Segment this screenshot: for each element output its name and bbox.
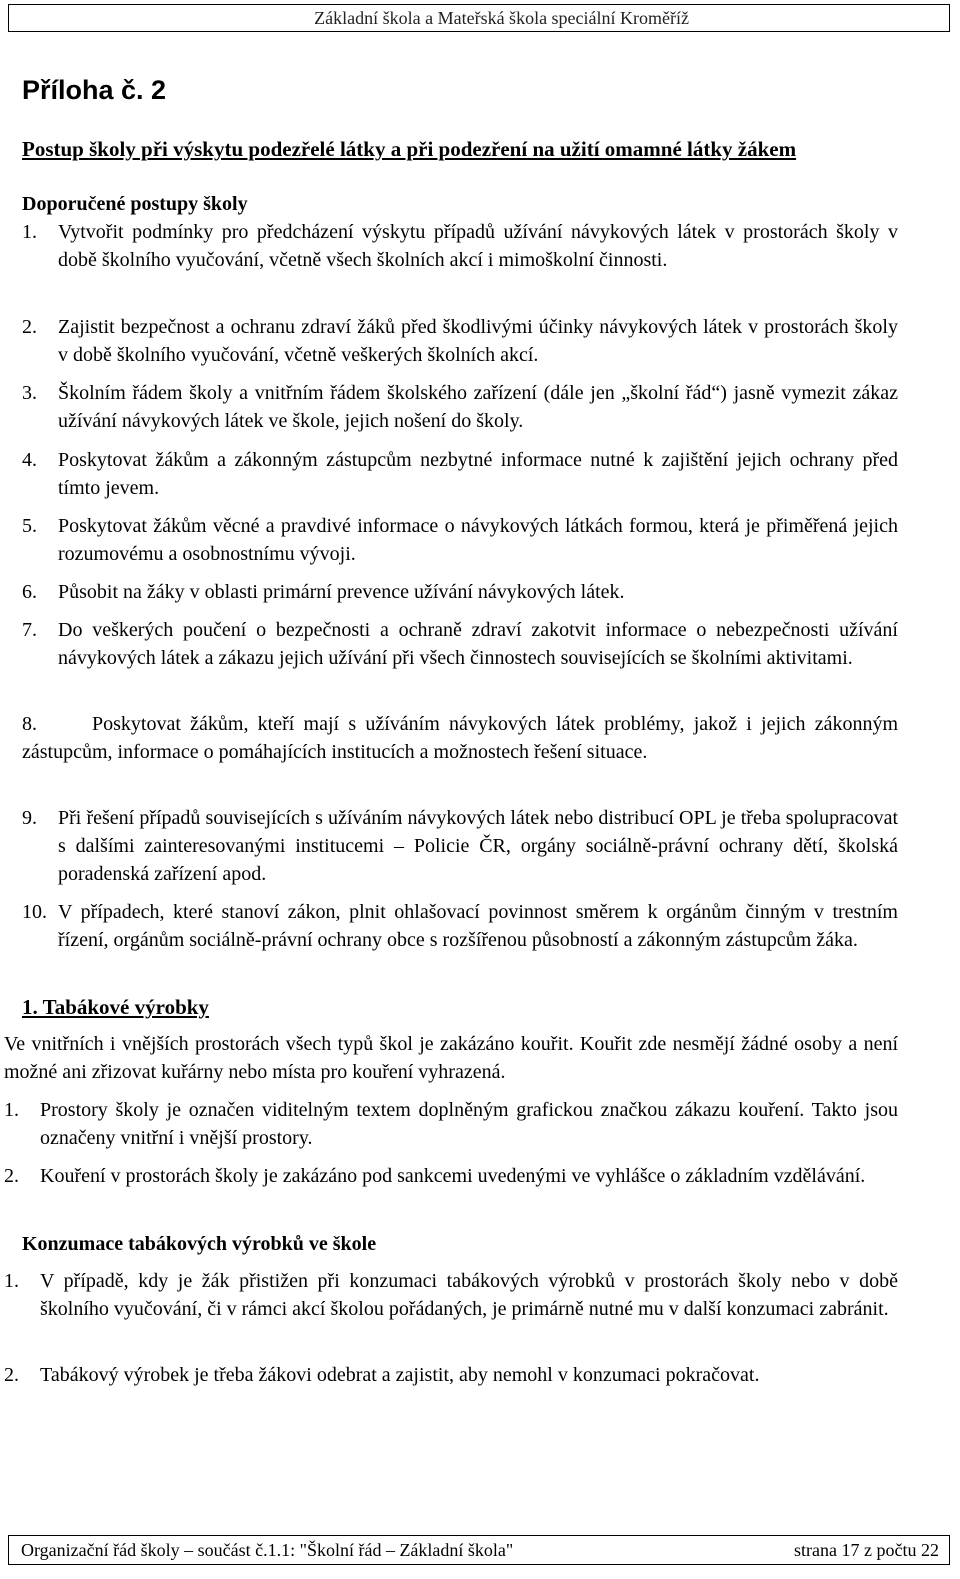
tobacco-intro: Ve vnitřních i vnějších prostorách všech typů škol je zakázáno kouřit. Kouřit zde nesmějí žádné osoby a není možné ani zřizovat kuřárny nebo místa pro kouření vyhrazená. xyxy=(4,1033,898,1083)
item-number: 3. xyxy=(22,382,37,404)
item-text: Vytvořit podmínky pro předcházení výskytu případů užívání návykových látek v prostorách školy v době školního vyučování, včetně všech školních akcí i mimoškolní činnosti. xyxy=(58,221,898,271)
item-number: 2. xyxy=(4,1165,19,1187)
item-number: 1. xyxy=(4,1270,19,1292)
item-text: Tabákový výrobek je třeba žákovi odebrat a zajistit, aby nemohl v konzumaci pokračovat. xyxy=(40,1364,760,1386)
item-number: 8. xyxy=(22,713,37,735)
list-item xyxy=(22,616,898,672)
item-text: V případě, kdy je žák přistižen při konzumaci tabákových výrobků v prostorách školy nebo v době školního vyučování, či v rámci akcí školou pořádaných, je primárně nutné mu v další konzumaci zabránit. xyxy=(40,1270,898,1320)
recommended-list-7 xyxy=(22,616,898,672)
list-item xyxy=(22,218,898,274)
item-number: 1. xyxy=(22,221,37,243)
list-item xyxy=(22,379,898,435)
recommended-list-10 xyxy=(22,898,898,954)
recommended-list-4 xyxy=(22,446,898,502)
item-text: Zajistit bezpečnost a ochranu zdraví žáků před škodlivými účinky návykových látek v prostorách školy v době školního vyučování, včetně veškerých školních akcí. xyxy=(58,316,898,366)
recommended-list-8 xyxy=(22,710,898,766)
tobacco-section-title: 1. Tabákové výrobky xyxy=(22,995,209,1019)
item-number: 10. xyxy=(22,901,47,923)
list-item xyxy=(4,1361,898,1389)
item-text: Působit na žáky v oblasti primární prevence užívání návykových látek. xyxy=(58,581,625,603)
recommended-list xyxy=(22,218,898,274)
item-number: 4. xyxy=(22,449,37,471)
list-item xyxy=(4,1162,898,1190)
page-header xyxy=(8,4,950,32)
list-item xyxy=(22,313,898,369)
list-item xyxy=(22,446,898,502)
item-text: Školním řádem školy a vnitřním řádem školského zařízení (dále jen „školní řád“) jasně vymezit zákaz užívání návykových látek ve škole, jejich nošení do školy. xyxy=(58,382,898,432)
item-number: 9. xyxy=(22,807,37,829)
item-text: Při řešení případů souvisejících s užíváním návykových látek nebo distribucí OPL je třeba spolupracovat s dalšími zainteresovanými institucemi – Policie ČR, orgány sociálně-právní ochrany dětí, školská poradenská zařízení apod. xyxy=(58,807,898,885)
recommended-list-9 xyxy=(22,804,898,888)
list-item xyxy=(4,1267,898,1323)
item-text: V případech, které stanoví zákon, plnit ohlašovací povinnost směrem k orgánům činným v trestním řízení, orgánům sociálně-právní ochrany obce s rozšířenou působností a zákonným zástupcům žáka. xyxy=(58,901,898,951)
list-item xyxy=(22,804,898,888)
recommended-list-3 xyxy=(22,379,898,435)
list-item xyxy=(4,1096,898,1152)
recommended-label: Doporučené postupy školy xyxy=(22,193,248,215)
item-text: Poskytovat žákům a zákonným zástupcům nezbytné informace nutné k zajištění jejich ochrany před tímto jevem. xyxy=(58,449,898,499)
list-item xyxy=(22,578,898,606)
item-number: 5. xyxy=(22,515,37,537)
list-item xyxy=(22,512,898,568)
item-number: 7. xyxy=(22,619,37,641)
item-number: 2. xyxy=(22,316,37,338)
consumption-heading: Konzumace tabákových výrobků ve škole xyxy=(22,1233,377,1255)
list-item xyxy=(22,710,898,766)
item-text: Prostory školy je označen viditelným textem doplněným grafickou značkou zákazu kouření. Takto jsou označeny vnitřní i vnější prostory. xyxy=(40,1099,898,1149)
section-heading: Postup školy při výskytu podezřelé látky a při podezření na užití omamné látky žákem xyxy=(22,137,797,161)
footer-page-number: strana 17 z počtu 22 xyxy=(794,1540,939,1560)
recommended-list-5 xyxy=(22,512,898,568)
item-number: 2. xyxy=(4,1364,19,1386)
footer-document-name: Organizační řád školy – součást č.1.1: "Školní řád – Základní škola" xyxy=(21,1540,514,1560)
item-text: Poskytovat žákům, kteří mají s užíváním návykových látek problémy, jakož i jejich zákonným zástupcům, informace o pomáhajících institucích a možnostech řešení situace. xyxy=(22,713,898,763)
item-number: 1. xyxy=(4,1099,19,1121)
recommended-list-6 xyxy=(22,578,898,606)
page-footer xyxy=(8,1535,950,1565)
header-text: Základní škola a Mateřská škola speciální Kroměříž xyxy=(314,8,689,28)
item-text: Kouření v prostorách školy je zakázáno pod sankcemi uvedenými ve vyhlášce o základním vzdělávání. xyxy=(40,1165,866,1187)
page-title: Příloha č. 2 xyxy=(22,75,167,105)
list-item xyxy=(22,898,898,954)
recommended-list-2 xyxy=(22,313,898,369)
item-number: 6. xyxy=(22,581,37,603)
item-text: Do veškerých poučení o bezpečnosti a ochraně zdraví zakotvit informace o nebezpečnosti užívání návykových látek a zákazu jejich užívání při všech činnostech souvisejících se školními aktivitami. xyxy=(58,619,898,669)
item-text: Poskytovat žákům věcné a pravdivé informace o návykových látkách formou, která je přiměřená jejich rozumovému a osobnostnímu vývoji. xyxy=(58,515,898,565)
